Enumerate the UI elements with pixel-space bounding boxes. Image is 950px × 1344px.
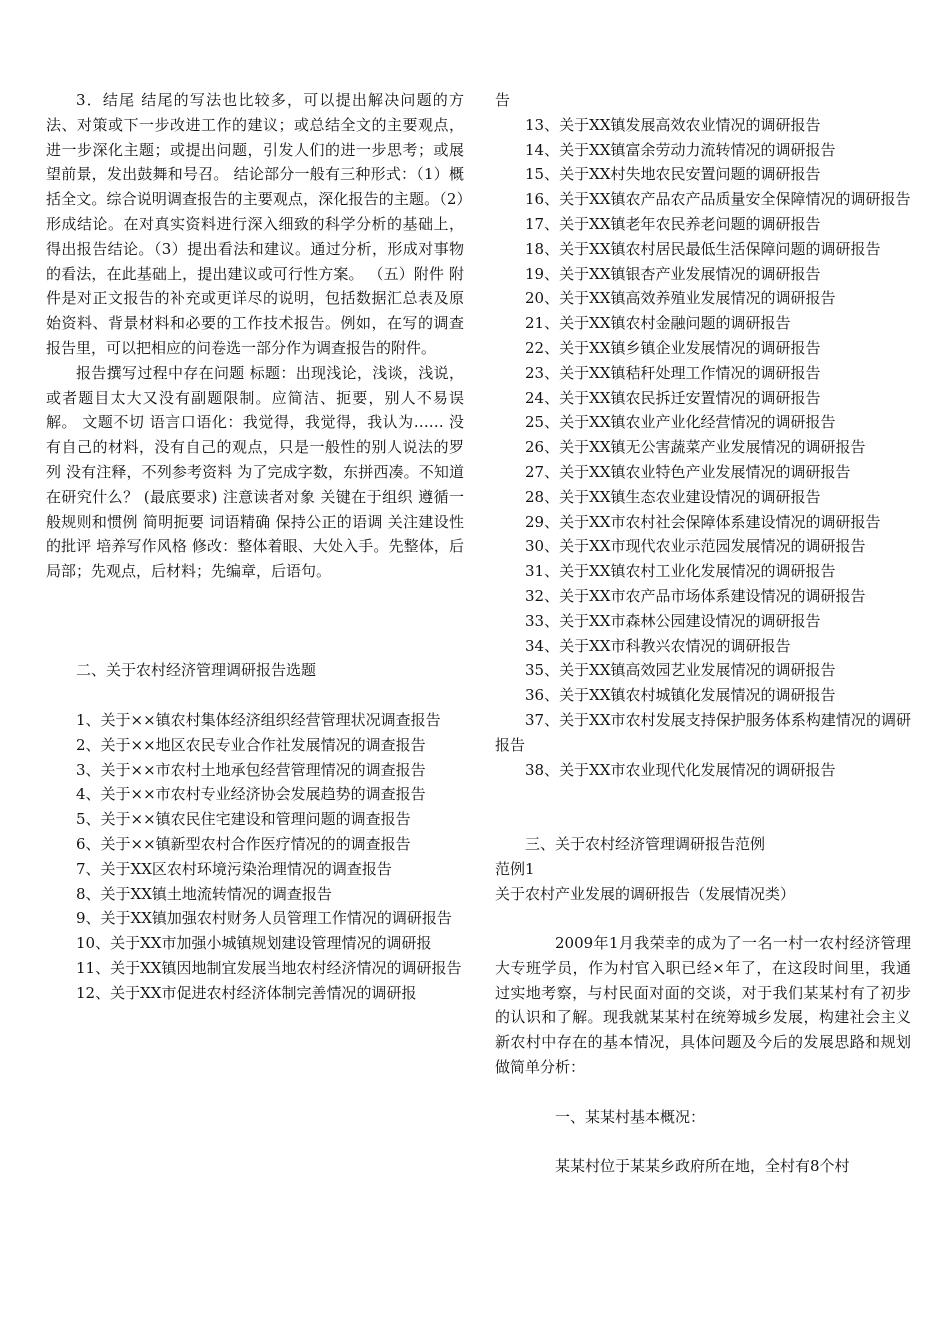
list-item: 26、关于XX镇无公害蔬菜产业发展情况的调研报告 xyxy=(525,438,866,457)
list-item: 22、关于XX镇乡镇企业发展情况的调研报告 xyxy=(525,338,821,357)
list-item: 1、关于××镇农村集体经济组织经营管理状况调查报告 xyxy=(76,710,441,729)
list-item: 15、关于XX村失地农民安置问题的调研报告 xyxy=(525,165,821,184)
paragraph-conclusion: 3．结尾 结尾的写法也比较多，可以提出解决问题的方法、对策或下一步改进工作的建议；或总结全文的主要观点，进一步深化主题；或提出问题，引发人们的进一步思考；或展望前景，发出鼓舞和号召。 结论部分一般有三种形式：（1）概括全文。综合说明调查报告的主要观点，深化报告的主题。（2）形成结论。在对真实资料进行深入细致的科学分析的基础上，得出报告结论。（3）提出看法和建议。通过分析，形成对事物的看法，在此基础上，提出建议或可行性方案。 （五）附件 附件是对正文报告的补充或更详尽的说明，包括数据汇总表及原始资料、背景材料和必要的工作技术报告。例如，在写的调查报告里，可以把相应的问卷选一部分作为调查报告的附件。 xyxy=(46,91,464,357)
list-item: 7、关于XX区农村环境污染治理情况的调查报告 xyxy=(76,859,392,878)
example-body-paragraph: 某某村位于某某乡政府所在地，全村有8个村 xyxy=(555,1157,850,1176)
list-item: 18、关于XX镇农村居民最低生活保障问题的调研报告 xyxy=(525,239,881,258)
section-three-heading: 三、关于农村经济管理调研报告范例 xyxy=(525,834,766,853)
list-item: 30、关于XX市现代农业示范园发展情况的调研报告 xyxy=(525,537,866,556)
list-item: 4、关于××市农村专业经济协会发展趋势的调查报告 xyxy=(76,785,426,804)
list-item: 33、关于XX市森林公园建设情况的调研报告 xyxy=(525,611,821,630)
subsection-one-heading: 一、某某村基本概况： xyxy=(555,1107,706,1126)
example-title: 关于农村产业发展的调研报告（发展情况类） xyxy=(495,884,796,903)
list-item: 28、关于XX镇生态农业建设情况的调研报告 xyxy=(525,487,821,506)
list-item: 12、关于XX市促进农村经济体制完善情况的调研报 xyxy=(76,983,417,1002)
paragraph-writing-problems: 报告撰写过程中存在问题 标题：出现浅论，浅谈，浅说，或者题目太大又没有副题限制。应简洁、扼要，别人不易误解。 文题不切 语言口语化：我觉得，我觉得，我认为…… 没有自己的材料，没有自己的观点，只是一般性的别人说法的罗列 没有注释，不列参考资料 为了完成字数，东拼西凑。不知道在研究什么？ (最底要求) 注意读者对象 关键在于组织 遵循一般规则和惯例 简明扼要 词语精确 保持公正的语调 关注建设性的批评 培养写作风格 修改：整体着眼、大处入手。先整体，后局部；先观点，后材料；先编章，后语句。 xyxy=(46,363,464,581)
example-intro-paragraph: 2009年1月我荣幸的成为了一名一村一农村经济管理大专班学员，作为村官入职已经×年了，在这段时间里，我通过实地考察，与村民面对面的交谈，对于我们某某村有了初步的认识和了解。现我就某某村在统筹城乡发展，构建社会主义新农村中存在的基本情况，具体问题及今后的发展思路和规划做简单分析： xyxy=(495,934,911,1077)
list-item: 5、关于××镇农民住宅建设和管理问题的调查报告 xyxy=(76,810,411,829)
section-two-heading: 二、关于农村经济管理调研报告选题 xyxy=(76,661,317,680)
list-item: 9、关于XX镇加强农村财务人员管理工作情况的调研报告 xyxy=(76,909,452,928)
list-item: 27、关于XX镇农业特色产业发展情况的调研报告 xyxy=(525,462,851,481)
topic-list-right xyxy=(495,113,911,783)
list-item: 8、关于XX镇土地流转情况的调查报告 xyxy=(76,884,332,903)
list-item: 13、关于XX镇发展高效农业情况的调研报告 xyxy=(525,115,821,134)
list-item: 23、关于XX镇秸秆处理工作情况的调研报告 xyxy=(525,363,821,382)
list-item: 6、关于××镇新型农村合作医疗情况的的调查报告 xyxy=(76,834,411,853)
list-item: 10、关于XX市加强小城镇规划建设管理情况的调研报 xyxy=(76,934,432,953)
list-item: 17、关于XX镇老年农民养老问题的调研报告 xyxy=(525,214,821,233)
list-item: 3、关于××市农村土地承包经营管理情况的调查报告 xyxy=(76,760,426,779)
list-item: 24、关于XX镇农民拆迁安置情况的调研报告 xyxy=(525,388,821,407)
list-item: 38、关于XX市农业现代化发展情况的调研报告 xyxy=(525,760,836,779)
carry-over-text: 告 xyxy=(495,91,511,109)
list-item: 20、关于XX镇高效养殖业发展情况的调研报告 xyxy=(525,289,836,308)
list-item: 2、关于××地区农民专业合作社发展情况的调查报告 xyxy=(76,735,426,754)
topic-list-left xyxy=(46,708,464,1006)
list-item: 34、关于XX市科教兴农情况的调研报告 xyxy=(525,636,791,655)
list-item: 36、关于XX镇农村城镇化发展情况的调研报告 xyxy=(525,686,836,705)
list-item: 25、关于XX镇农业产业化经营情况的调研报告 xyxy=(525,413,836,432)
right-column xyxy=(495,88,911,1179)
list-item: 11、关于XX镇因地制宜发展当地农村经济情况的调研报告 xyxy=(76,958,462,977)
list-item: 21、关于XX镇农村金融问题的调研报告 xyxy=(525,314,791,333)
list-item: 14、关于XX镇富余劳动力流转情况的调研报告 xyxy=(525,140,836,159)
list-item: 19、关于XX镇银杏产业发展情况的调研报告 xyxy=(525,264,821,283)
list-item: 16、关于XX镇农产品农产品质量安全保障情况的调研报告 xyxy=(525,190,911,209)
list-item: 29、关于XX市农村社会保障体系建设情况的调研报告 xyxy=(525,512,881,531)
list-item: 31、关于XX镇农村工业化发展情况的调研报告 xyxy=(525,562,836,581)
list-item: 37、关于XX市农村发展支持保护服务体系构建情况的调研报告 xyxy=(495,710,911,754)
left-column xyxy=(46,88,464,1005)
list-item: 32、关于XX市农产品市场体系建设情况的调研报告 xyxy=(525,586,866,605)
list-item: 35、关于XX镇高效园艺业发展情况的调研报告 xyxy=(525,661,836,680)
example-label: 范例1 xyxy=(495,859,535,878)
